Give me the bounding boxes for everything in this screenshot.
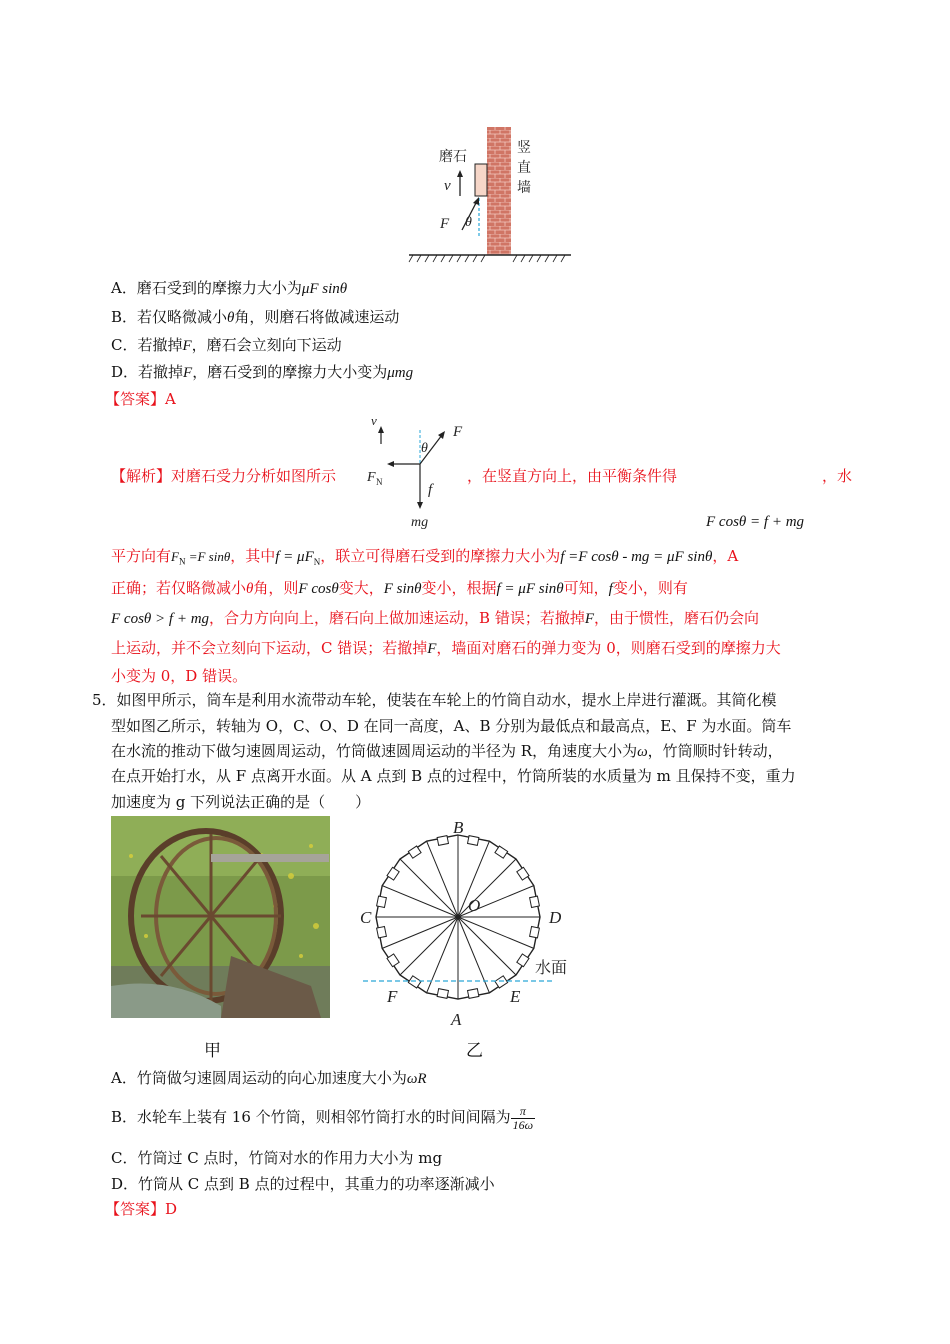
q5-line2: 型如图乙所示，转轴为 O，C、O、D 在同一高度，A、B 分别为最低点和最高点，E、F 为水面。筒车 — [111, 717, 792, 735]
fig-yi-caption: 乙 — [466, 1041, 483, 1061]
theta-label: θ — [465, 215, 472, 230]
wall-label-2: 直 — [517, 160, 531, 176]
analysis-end: ，水 — [822, 467, 853, 485]
wheel-spoke — [458, 917, 516, 975]
wheel-spoke — [400, 859, 458, 917]
bamboo-bucket — [530, 896, 540, 907]
bamboo-bucket — [495, 846, 508, 858]
bamboo-bucket — [517, 867, 529, 880]
analysis-mid: ，在竖直方向上，由平衡条件得 — [467, 467, 678, 485]
wheel-label-A: A — [451, 1010, 462, 1029]
wheel-label-B: B — [453, 818, 464, 837]
grindstone-block — [475, 164, 487, 196]
wall-label-3: 墙 — [517, 180, 531, 196]
wall — [487, 127, 511, 255]
bamboo-bucket — [530, 927, 540, 938]
wheel-label-E: E — [510, 987, 521, 1006]
v-label: v — [444, 178, 451, 194]
bamboo-bucket — [437, 989, 448, 999]
q5-answer: 【答案】D — [105, 1200, 178, 1218]
grindstone-label: 磨石 — [439, 149, 467, 165]
wheel-label-D: D — [549, 908, 562, 927]
analysis-line2: 平方向有$F_N =F$ sinθ，其中$f = \mu F_N$，联立可得磨石受到的摩擦力大小为f =F cosθ - mg = μF sinθ，A — [111, 547, 739, 567]
wheel-axle — [456, 915, 461, 920]
bamboo-bucket — [495, 976, 508, 988]
q4-option-d: D．若撤掉F，磨石受到的摩擦力大小变为μmg — [111, 363, 414, 381]
q4-option-c: C．若撤掉F，磨石会立刻向下运动 — [111, 336, 342, 354]
fbd-F: F — [453, 424, 463, 440]
analysis-eq1: F cosθ = f + mg — [706, 514, 805, 530]
bamboo-bucket — [468, 989, 479, 999]
free-body-diagram — [362, 410, 472, 532]
q4-option-b: B．若仅略微减小θ角，则磨石将做减速运动 — [111, 308, 400, 326]
wheel-spoke — [458, 859, 516, 917]
wall-label-1: 竖 — [517, 140, 531, 156]
bamboo-bucket — [387, 867, 399, 880]
fbd-mg: mg — [411, 515, 429, 530]
bamboo-bucket — [437, 836, 448, 846]
wheel-label-F: F — [387, 987, 398, 1006]
water-surface-label: 水面 — [535, 958, 568, 977]
q5-line1: 5．如图甲所示，筒车是利用水流带动车轮，使装在车轮上的竹筒自动水，提水上岸进行灌溉。其简化模 — [92, 691, 777, 709]
wheel-label-O: O — [468, 896, 481, 915]
fbd-theta: θ — [421, 441, 428, 456]
fbd-FN: F — [367, 470, 376, 485]
bamboo-bucket — [377, 927, 387, 938]
analysis-label: 【解析】对磨石受力分析如图所示 — [111, 467, 337, 485]
water-wheel-diagram — [355, 815, 585, 1030]
q5-option-a: A．竹筒做匀速圆周运动的向心加速度大小为ωR — [111, 1069, 427, 1087]
fbd-f: f — [428, 482, 433, 498]
bamboo-bucket — [377, 896, 387, 907]
analysis-line5: 上运动，并不会立刻向下运动，C 错误；若撤掉F，墙面对磨石的弹力变为 0，则磨石受到的摩擦力大 — [111, 639, 781, 657]
bamboo-bucket — [517, 954, 529, 967]
analysis-line4: F cosθ > f + mg，合力方向向上，磨石向上做加速运动，B 错误；若撤掉F，由于惯性，磨石仍会向 — [111, 609, 760, 627]
q5-line3: 在水流的推动下做匀速圆周运动，竹筒做速圆周运动的半径为 R，角速度大小为ω，竹筒顺时针转动， — [111, 742, 783, 760]
fbd-FN-sub: N — [376, 477, 383, 487]
q5-line4: 在点开始打水，从 F 点离开水面。从 A 点到 B 点的过程中，竹筒所装的水质量为 m 且保持不变，重力 — [111, 767, 796, 785]
wheel-spoke — [400, 917, 458, 975]
bamboo-bucket — [468, 836, 479, 846]
q5-option-d: D．竹筒从 C 点到 B 点的过程中，其重力的功率逐渐减小 — [111, 1175, 495, 1193]
q5-option-c: C．竹筒过 C 点时，竹筒对水的作用力大小为 mg — [111, 1149, 443, 1167]
bamboo-bucket — [387, 954, 399, 967]
wheel-label-C: C — [360, 908, 372, 927]
analysis-line3: 正确；若仅略微减小θ角，则F cosθ变大，F sinθ变小，根据f = μF sinθ可知，f变小，则有 — [111, 579, 688, 597]
bamboo-bucket — [408, 846, 421, 858]
F-label: F — [440, 216, 450, 232]
analysis-line6: 小变为 0，D 错误。 — [111, 667, 248, 685]
q4-answer: 【答案】A — [105, 390, 176, 408]
q4-option-a: A．磨石受到的摩擦力大小为μF sinθ — [111, 279, 348, 297]
grindstone-wall-figure — [405, 122, 575, 267]
bamboo-bucket — [408, 976, 421, 988]
q5-line5: 加速度为 g 下列说法正确的是（ ） — [111, 793, 371, 811]
water-wheel-photo — [111, 816, 330, 1018]
q5-option-b: B．水轮车上装有 16 个竹筒，则相邻竹筒打水的时间间隔为 $\frac{\pi}{16\omega}$ — [111, 1103, 534, 1132]
fig-jia-caption: 甲 — [204, 1041, 221, 1061]
fbd-v: v — [371, 413, 377, 428]
